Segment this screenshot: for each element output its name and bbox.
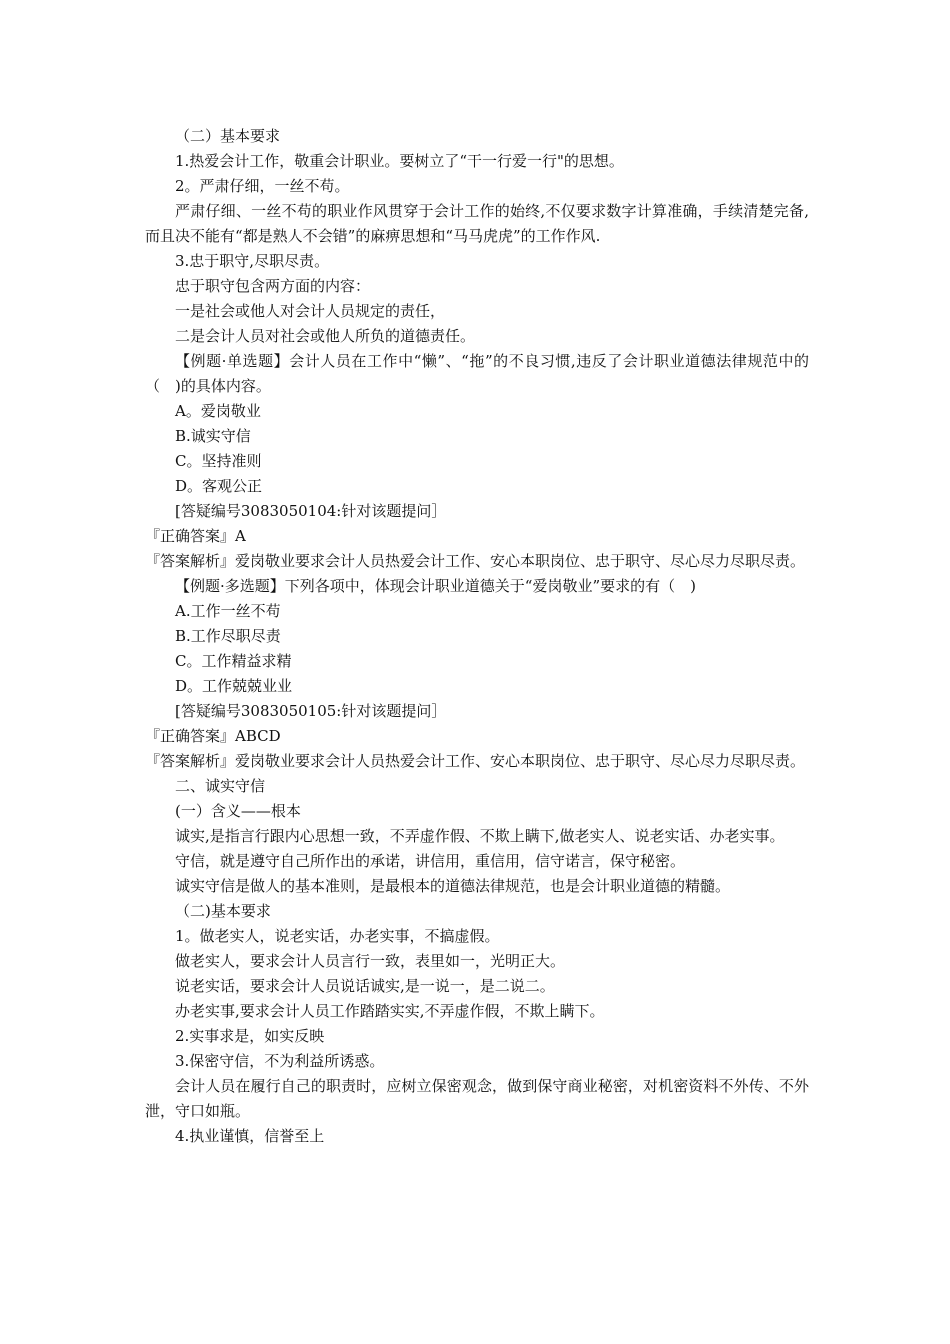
answer-option: A。爱岗敬业 bbox=[175, 402, 261, 420]
requirement-item: 1。做老实人，说老实话，办老实事，不搞虚假。 bbox=[175, 927, 500, 945]
answer-option: C。工作精益求精 bbox=[175, 652, 292, 670]
body-paragraph: 做老实人，要求会计人员言行一致，表里如一，光明正大。 bbox=[175, 952, 566, 970]
question-reference: [答疑编号3083050104:针对该题提问］ bbox=[175, 502, 447, 520]
answer-option: B.工作尽职尽责 bbox=[175, 627, 281, 645]
subsection-heading: （二)基本要求 bbox=[175, 902, 271, 920]
section-heading: （二）基本要求 bbox=[175, 127, 281, 145]
requirement-item: 3.忠于职守,尽职尽责。 bbox=[175, 252, 330, 270]
answer-explanation: 『答案解析』爱岗敬业要求会计人员热爱会计工作、安心本职岗位、忠于职守、尽心尽力尽职尽责。 bbox=[145, 552, 806, 570]
body-paragraph: 严肃仔细、一丝不苟的职业作风贯穿于会计工作的始终,不仅要求数字计算准确，手续清楚完备,而且决不能有“都是熟人不会错”的麻痹思想和“马马虎虎”的工作作风. bbox=[145, 202, 809, 245]
body-paragraph: 说老实话，要求会计人员说话诚实,是一说一，是二说二。 bbox=[175, 977, 555, 995]
requirement-item: 3.保密守信，不为利益所诱惑。 bbox=[175, 1052, 385, 1070]
correct-answer: 『正确答案』A bbox=[145, 527, 246, 545]
body-paragraph: 守信，就是遵守自己所作出的承诺，讲信用，重信用，信守诺言，保守秘密。 bbox=[175, 852, 686, 870]
correct-answer: 『正确答案』ABCD bbox=[145, 727, 281, 745]
requirement-item: 1.热爱会计工作，敬重会计职业。要树立了“干一行爱一行"的思想。 bbox=[175, 152, 624, 170]
document-body bbox=[145, 124, 809, 1149]
answer-option: A.工作一丝不苟 bbox=[175, 602, 281, 620]
requirement-item: 4.执业谨慎，信誉至上 bbox=[175, 1127, 325, 1145]
body-paragraph: 忠于职守包含两方面的内容： bbox=[175, 277, 371, 295]
body-paragraph: 二是会计人员对社会或他人所负的道德责任。 bbox=[175, 327, 476, 345]
answer-option: B.诚实守信 bbox=[175, 427, 251, 445]
answer-option: C。坚持准则 bbox=[175, 452, 262, 470]
subsection-heading: (一）含义——根本 bbox=[175, 802, 301, 820]
question-reference: [答疑编号3083050105:针对该题提问］ bbox=[175, 702, 447, 720]
answer-option: D。客观公正 bbox=[175, 477, 263, 495]
answer-explanation: 『答案解析』爱岗敬业要求会计人员热爱会计工作、安心本职岗位、忠于职守、尽心尽力尽职尽责。 bbox=[145, 752, 806, 770]
body-paragraph: 诚实守信是做人的基本准则，是最根本的道德法律规范，也是会计职业道德的精髓。 bbox=[175, 877, 731, 895]
body-paragraph: 一是社会或他人对会计人员规定的责任， bbox=[175, 302, 446, 320]
requirement-item: 2.实事求是，如实反映 bbox=[175, 1027, 325, 1045]
body-paragraph: 诚实,是指言行跟内心思想一致，不弄虚作假、不欺上瞒下,做老实人、说老实话、办老实事。 bbox=[175, 827, 785, 845]
section-heading: 二、诚实守信 bbox=[175, 777, 266, 795]
requirement-item: 2。严肃仔细，一丝不苟。 bbox=[175, 177, 350, 195]
body-paragraph: 会计人员在履行自己的职责时，应树立保密观念，做到保守商业秘密，对机密资料不外传、不外泄，守口如瓶。 bbox=[145, 1077, 809, 1120]
answer-option: D。工作兢兢业业 bbox=[175, 677, 293, 695]
example-question: 【例题·多选题】下列各项中，体现会计职业道德关于“爱岗敬业”要求的有（ ) bbox=[175, 577, 696, 595]
example-question: 【例题·单选题】会计人员在工作中“懒”、“拖”的不良习惯,违反了会计职业道德法律规范中的（ )的具体内容。 bbox=[145, 352, 809, 395]
body-paragraph: 办老实事,要求会计人员工作踏踏实实,不弄虚作假，不欺上瞒下。 bbox=[175, 1002, 605, 1020]
